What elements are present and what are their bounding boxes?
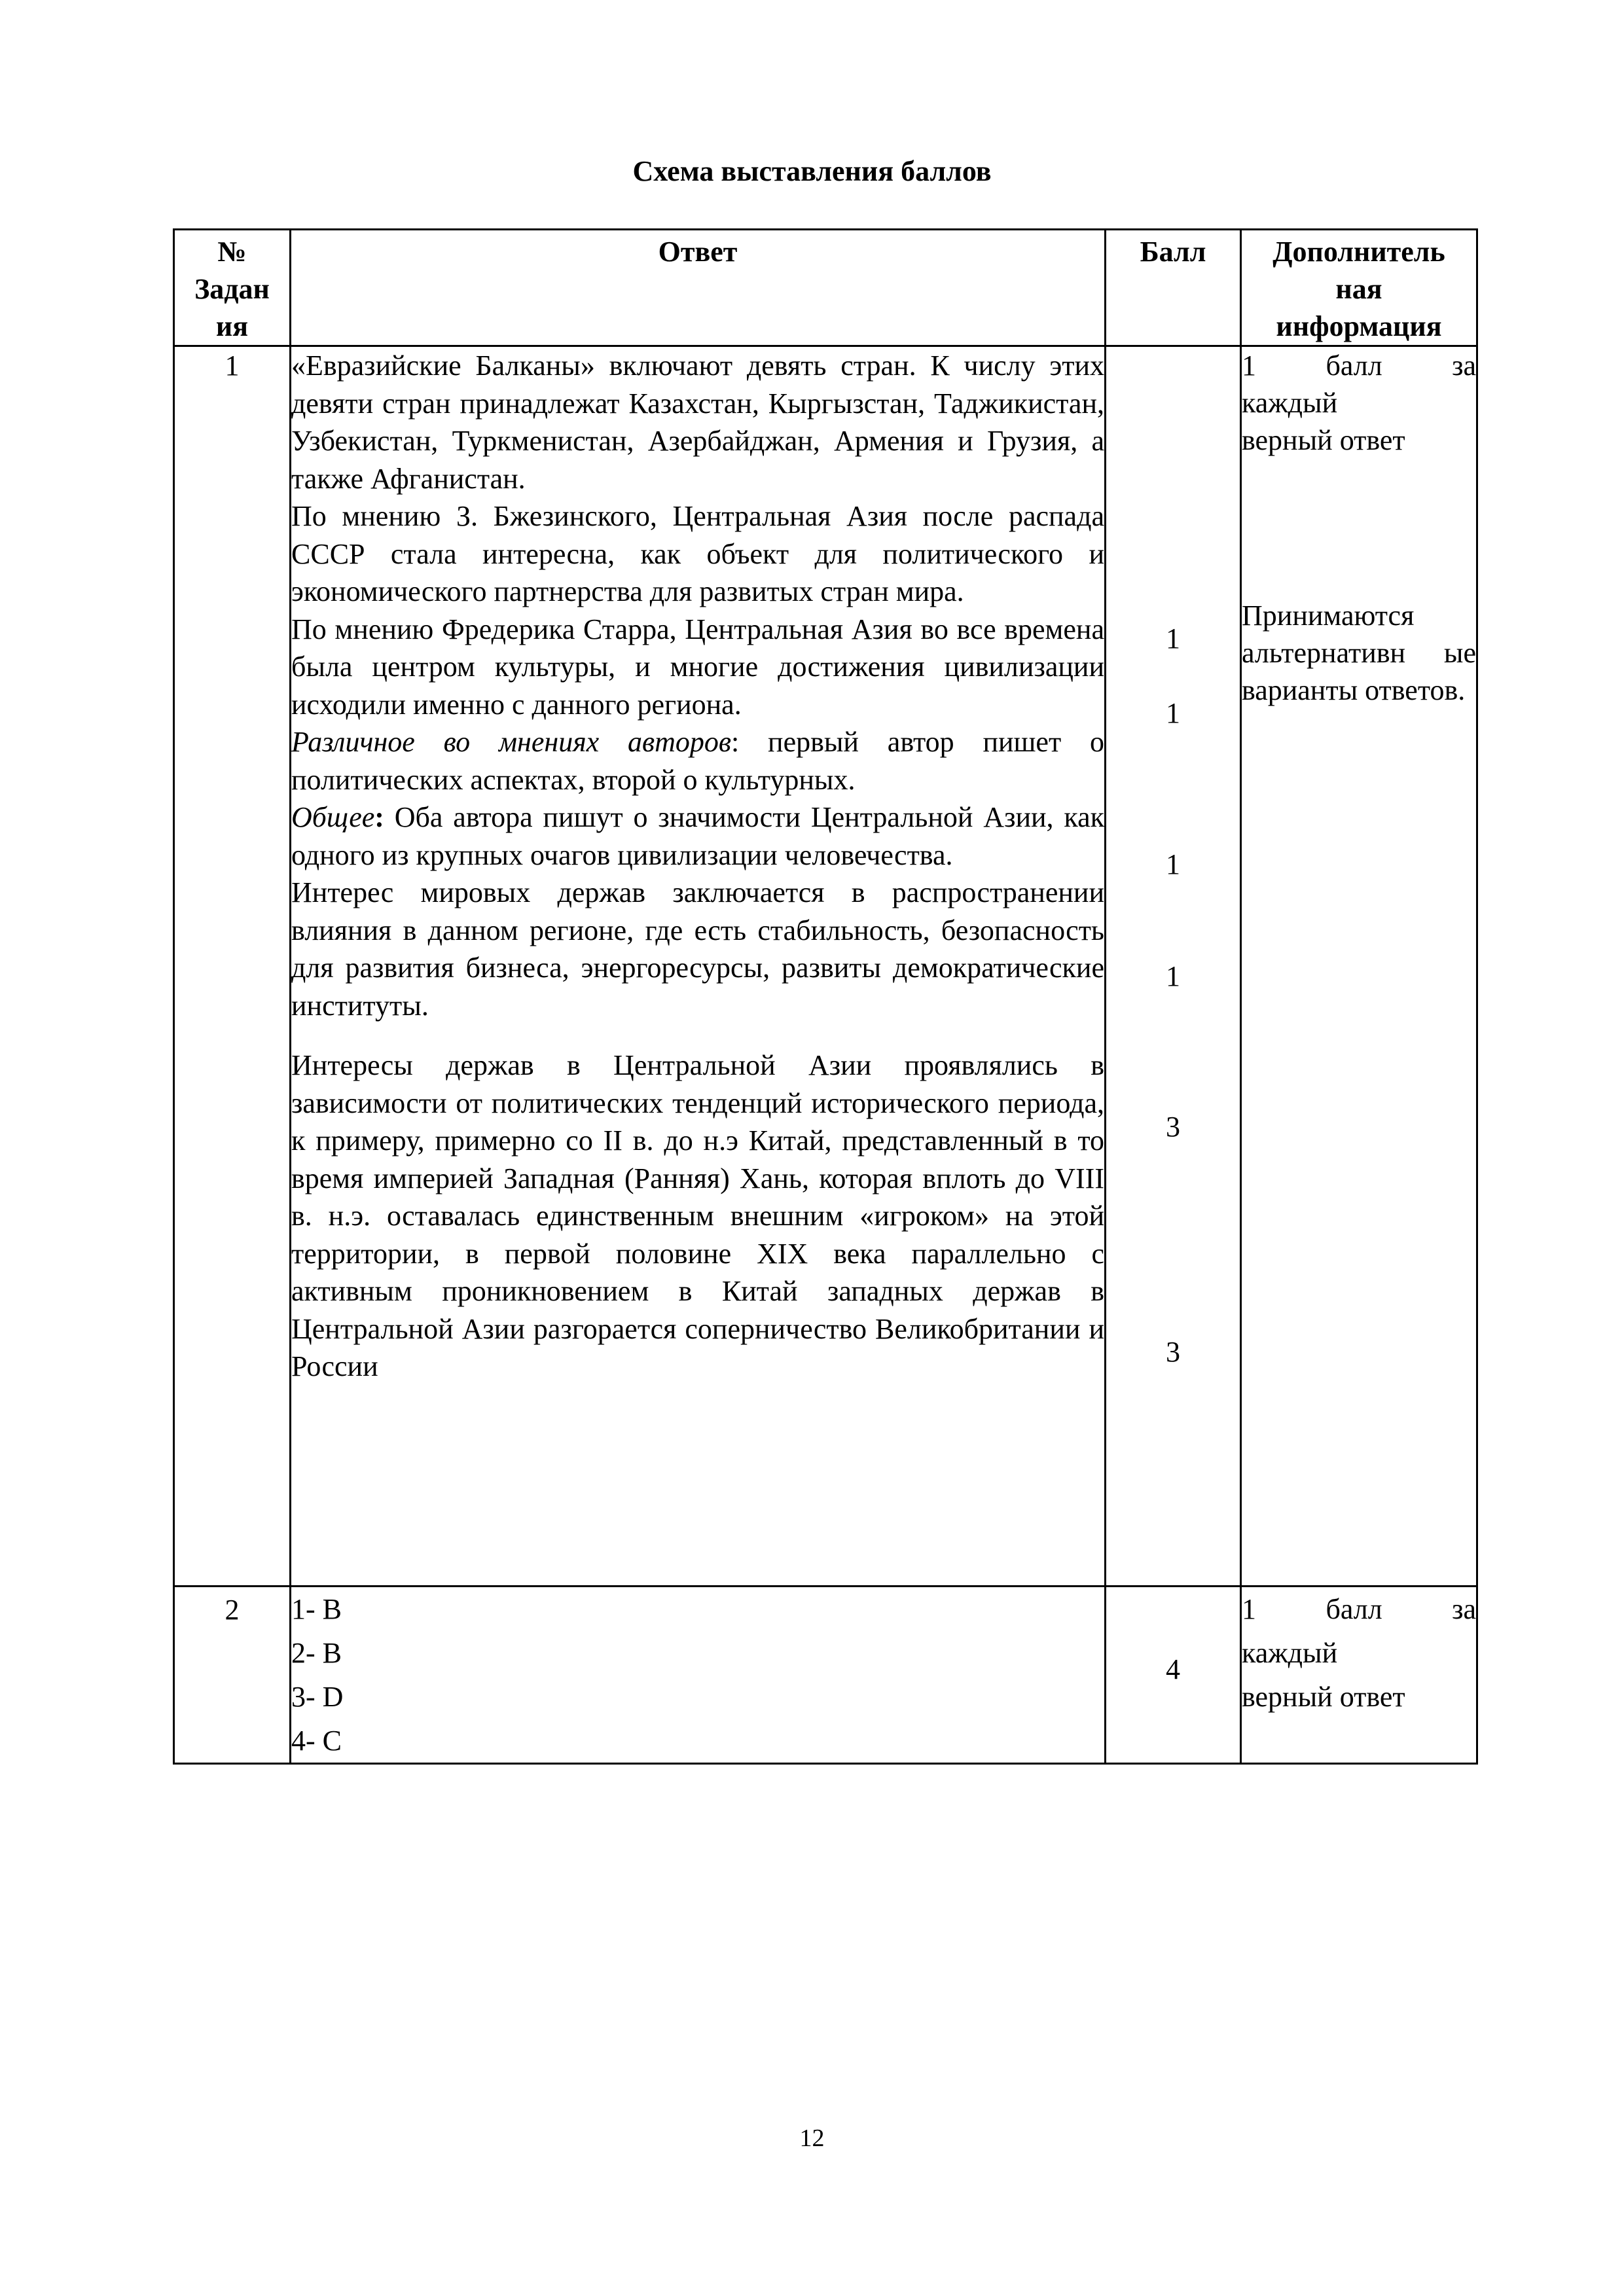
info-line: верный ответ	[1242, 424, 1405, 456]
page-number: 12	[799, 2125, 825, 2152]
task-number: 1	[174, 346, 291, 1587]
score-value: 3	[1166, 1111, 1180, 1143]
table-header-row	[174, 230, 1477, 346]
answer-paragraph: По мнению Фредерика Старра, Центральная Азия во все времена была центром культуры, и многие достижения цивилизации исходили именно с данного региона.	[291, 613, 1104, 721]
answer-item: 4- C	[291, 1725, 342, 1757]
header-score: Балл	[1106, 230, 1241, 346]
score-value: 4	[1166, 1653, 1180, 1685]
scoring-table	[173, 228, 1478, 1765]
common-label: Общее	[291, 801, 375, 833]
header-task-number: № Задан ия	[174, 230, 291, 346]
alternative-answers-note: Принимаются альтернативн ые варианты ответов.	[1242, 600, 1476, 706]
table-row	[174, 1587, 1477, 1764]
answer-paragraph: Различное во мнениях авторов: первый автор пишет о политических аспектах, второй о культурных.	[291, 726, 1105, 796]
info-line: каждый	[1242, 1637, 1338, 1669]
info-line: каждый	[1242, 387, 1338, 419]
info-line: 1 балл за	[1242, 350, 1477, 382]
header-additional-info: Дополнитель ная информация	[1241, 230, 1477, 346]
answer-paragraph: Интерес мировых держав заключается в распространении влияния в данном регионе, где есть стабильность, безопасность для развития бизнеса, энергоресурсы, развиты демократические институты.	[291, 876, 1104, 1022]
answer-item: 3- D	[291, 1681, 344, 1713]
score-value: 3	[1166, 1336, 1180, 1368]
answer-paragraph: По мнению З. Бжезинского, Центральная Азия после распада СССР стала интересна, как объект для политического и экономического партнерства для развитых стран мира.	[291, 500, 1104, 607]
answer-cell	[291, 1587, 1106, 1764]
differences-label: Различное во мнениях авторов	[291, 726, 731, 758]
score-value: 1	[1166, 960, 1180, 992]
score-cell	[1106, 1587, 1241, 1764]
answer-paragraph: Общее: Оба автора пишут о значимости Центральной Азии, как одного из крупных очагов цивилизации человечества.	[291, 801, 1104, 871]
table-row	[174, 346, 1477, 1587]
task-number: 2	[174, 1587, 291, 1764]
answer-paragraph: Интересы держав в Центральной Азии проявлялись в зависимости от политических тенденций исторического периода, к примеру, примерно со II в. до н.э Китай, представленный в то время империей Западная (Ранняя) Хань, которая вплоть до VIII в. н.э. оставалась единственным внешним «игроком» на этой территории, в первой половине XIX века параллельно с активным проникновением в Китай западных держав в Центральной Азии разгорается соперничество Великобритании и России	[291, 1049, 1104, 1382]
answer-item: 2- B	[291, 1637, 342, 1669]
info-line: верный ответ	[1242, 1681, 1405, 1713]
answer-cell	[291, 346, 1106, 1587]
header-answer: Ответ	[291, 230, 1106, 346]
info-line: 1 балл за	[1242, 1593, 1477, 1625]
score-cell	[1106, 346, 1241, 1587]
answer-paragraph: «Евразийские Балканы» включают девять стран. К числу этих девяти стран принадлежат Казахстан, Кыргызстан, Таджикистан, Узбекистан, Туркменистан, Азербайджан, Армения и Грузия, а также Афганистан.	[291, 350, 1104, 495]
score-value: 1	[1166, 848, 1180, 880]
info-cell	[1241, 346, 1477, 1587]
page-title: Схема выставления баллов	[632, 155, 992, 187]
score-value: 1	[1166, 697, 1180, 729]
info-cell	[1241, 1587, 1477, 1764]
score-value: 1	[1166, 622, 1180, 655]
answer-item: 1- B	[291, 1593, 342, 1625]
